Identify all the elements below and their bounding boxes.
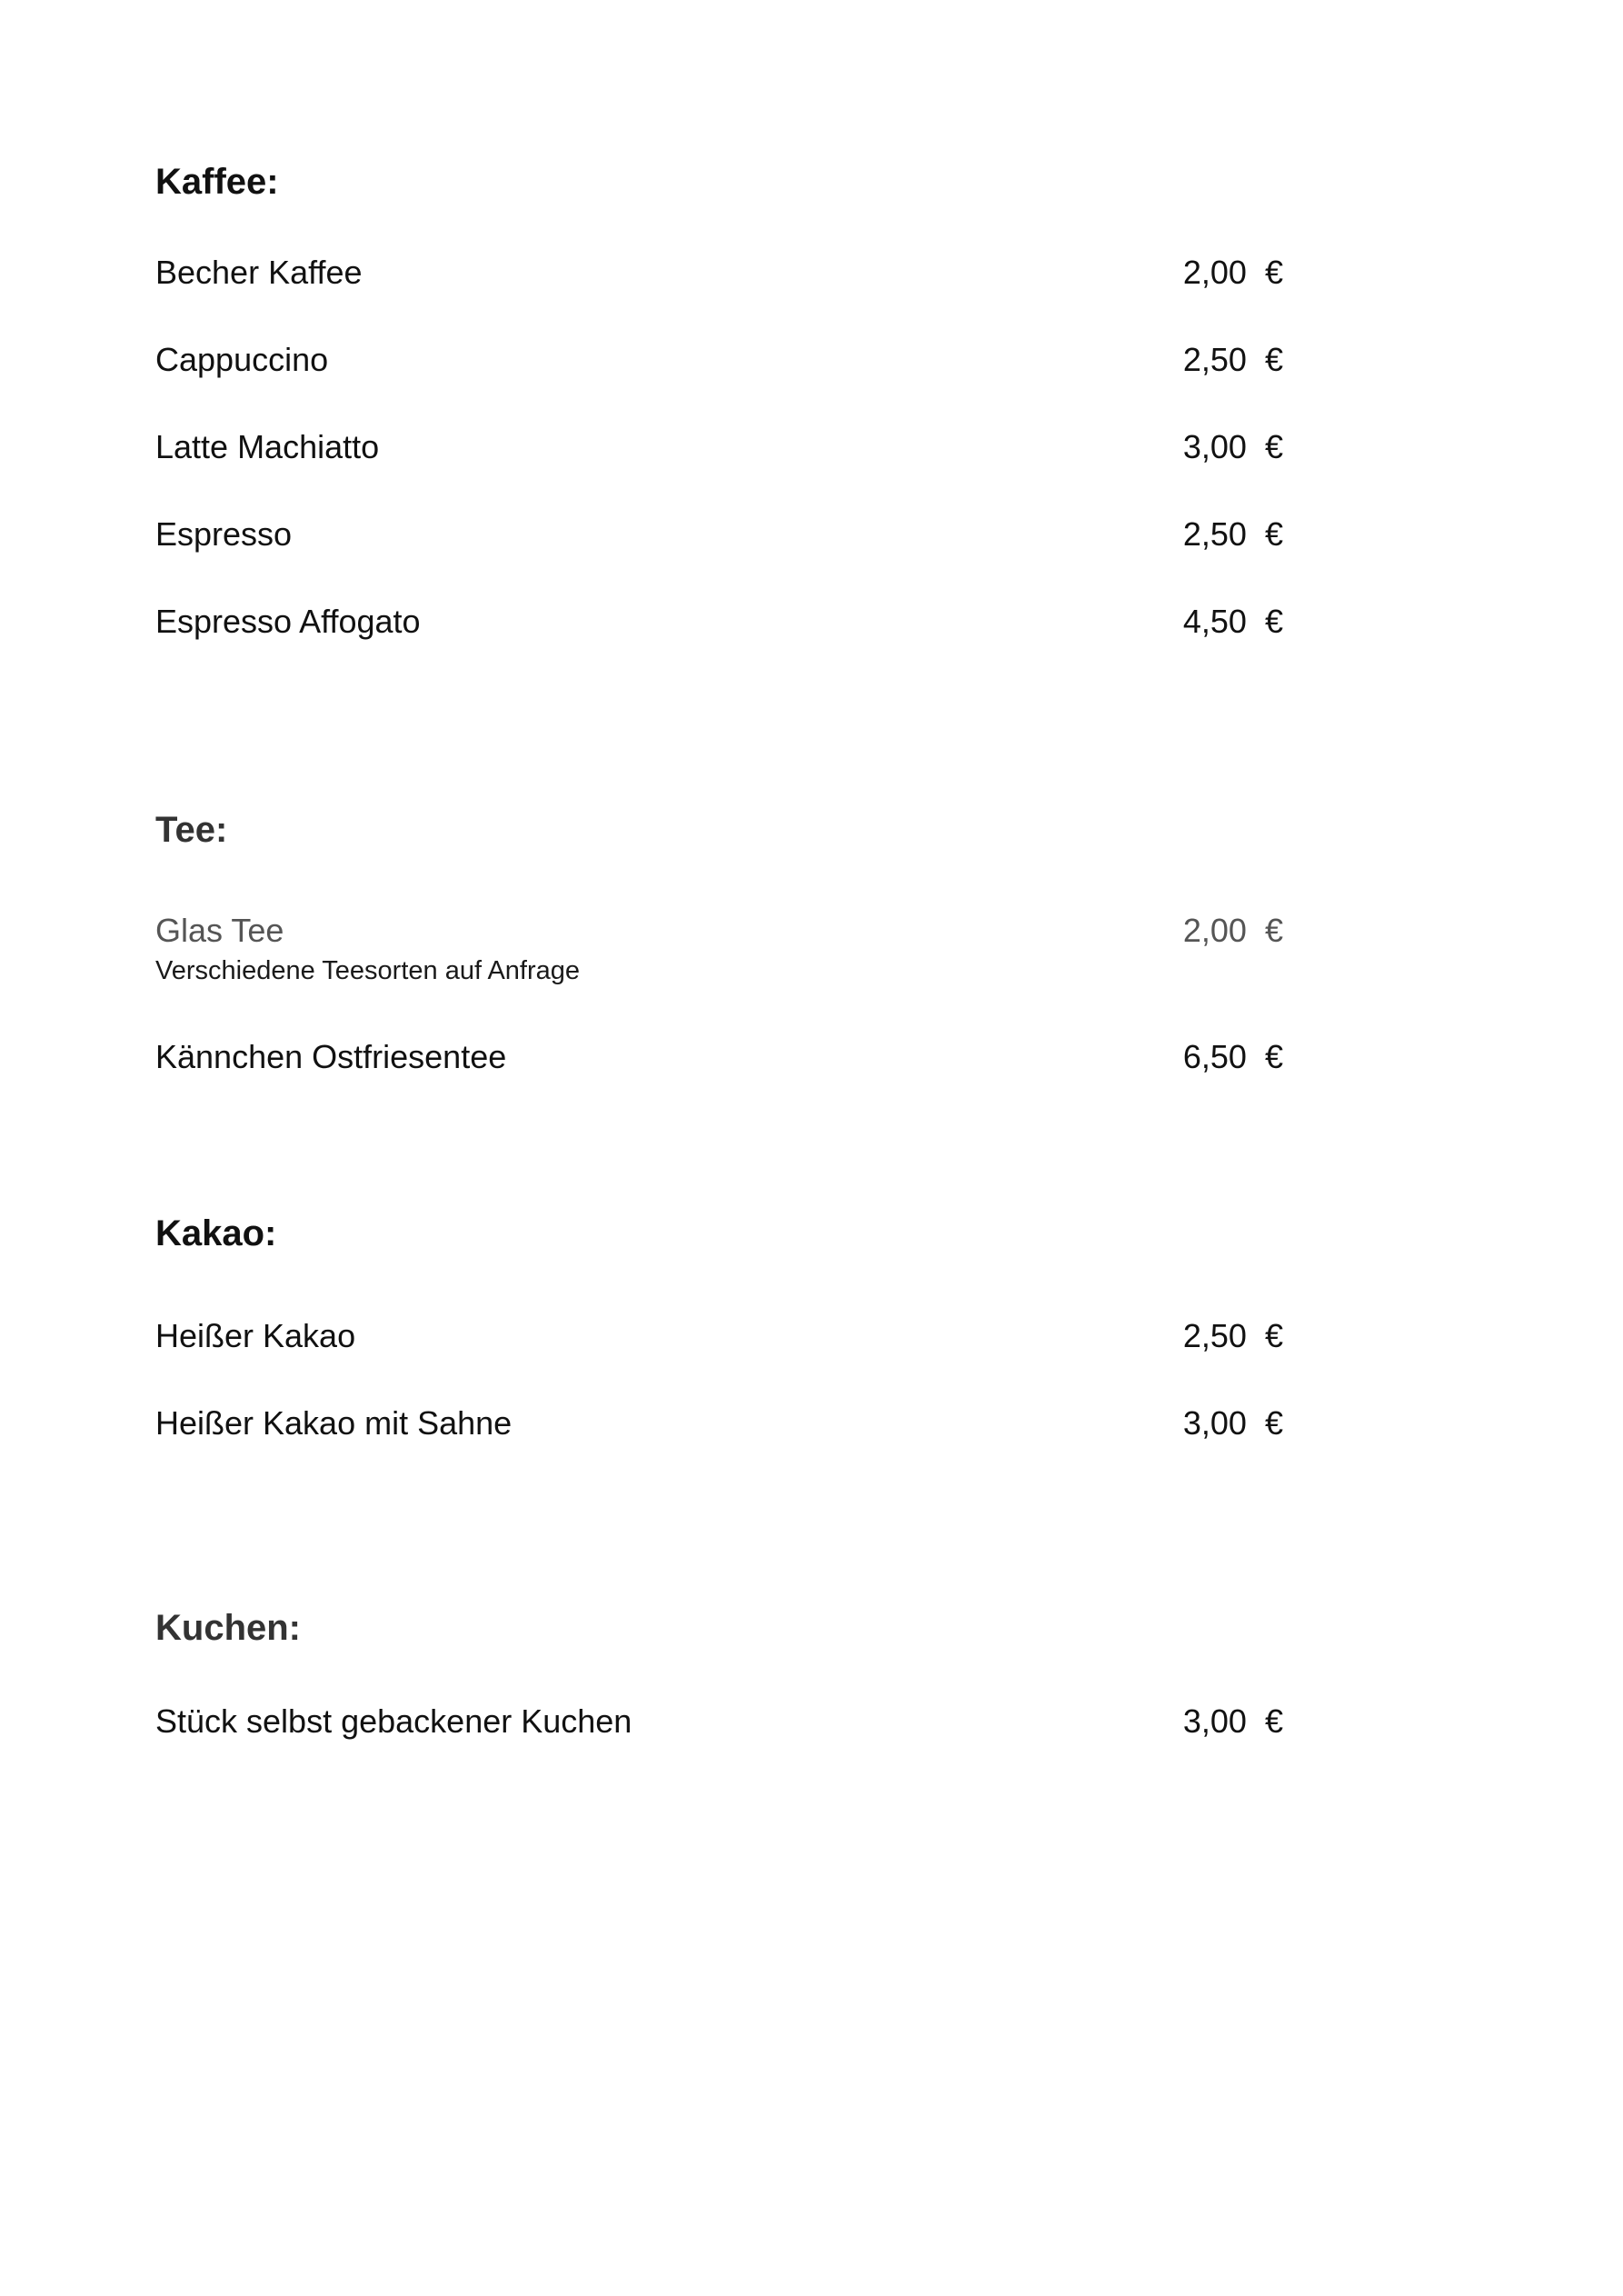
- menu-item-name: Kännchen Ostfriesentee: [155, 1038, 507, 1075]
- menu-item-price: 2,00 €: [1182, 912, 1283, 949]
- section-heading-kakao: Kakao:: [155, 1213, 277, 1253]
- menu-item-price: 6,50 €: [1182, 1038, 1283, 1075]
- menu-item-price: 3,00 €: [1182, 1702, 1283, 1740]
- menu-item-price: 3,00 €: [1182, 1404, 1283, 1442]
- menu-item-price: 2,50 €: [1182, 1317, 1283, 1354]
- menu-item-name: Stück selbst gebackener Kuchen: [155, 1702, 632, 1740]
- menu-item-price: 4,50 €: [1182, 603, 1283, 640]
- menu-item-price: 2,00 €: [1182, 254, 1283, 291]
- menu-item-name: Espresso Affogato: [155, 603, 421, 640]
- section-heading-kaffee: Kaffee:: [155, 162, 279, 202]
- menu-item-name: Latte Machiatto: [155, 428, 380, 465]
- menu-item-price: 2,50 €: [1182, 515, 1283, 553]
- menu-item-name: Glas Tee: [155, 912, 284, 949]
- menu-item-name: Heißer Kakao: [155, 1317, 356, 1354]
- menu-item-price: 3,00 €: [1182, 428, 1283, 465]
- menu-item-name: Espresso: [155, 515, 293, 553]
- section-heading-kuchen: Kuchen:: [155, 1608, 301, 1648]
- menu-item-name: Heißer Kakao mit Sahne: [155, 1404, 513, 1442]
- menu-item-note: Verschiedene Teesorten auf Anfrage: [155, 956, 581, 985]
- menu-item-price: 2,50 €: [1182, 341, 1283, 378]
- section-heading-tee: Tee:: [155, 810, 228, 850]
- menu-item-name: Becher Kaffee: [155, 254, 363, 291]
- menu-item-name: Cappuccino: [155, 341, 329, 378]
